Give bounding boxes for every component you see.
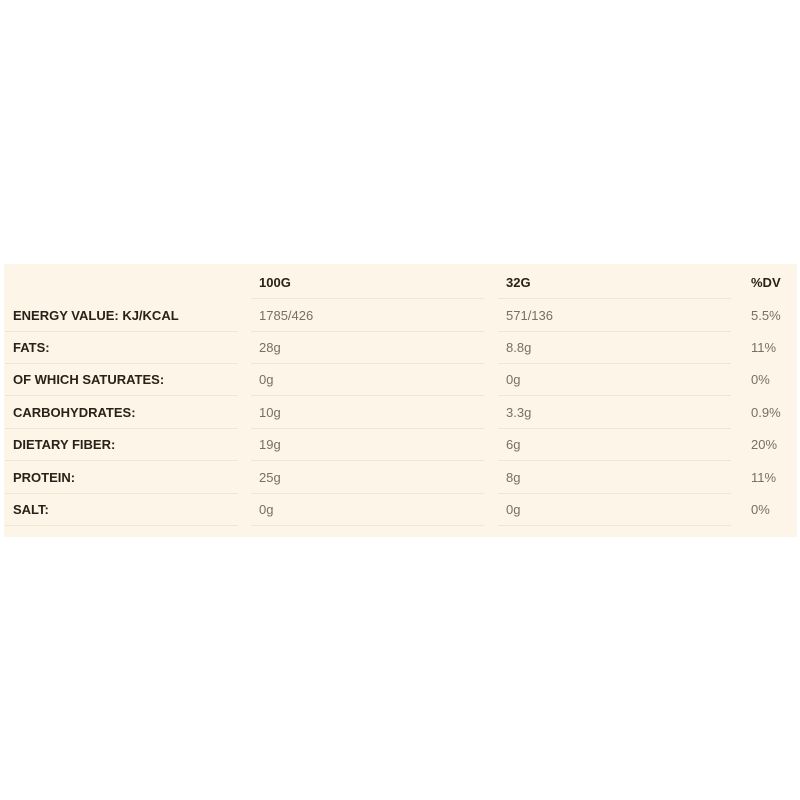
row-32g-saturates: 0g: [498, 364, 731, 396]
row-32g-protein: 8g: [498, 462, 731, 494]
row-100g-energy: 1785/426: [251, 300, 484, 332]
row-100g-carbohydrates: 10g: [251, 397, 484, 429]
row-100g-protein: 25g: [251, 462, 484, 494]
row-label-protein: PROTEIN:: [5, 462, 238, 494]
row-dv-protein: 11%: [751, 470, 777, 485]
row-dv-saturates: 0%: [751, 372, 770, 387]
row-32g-fiber: 6g: [498, 429, 731, 461]
row-dv-fiber: 20%: [751, 437, 778, 452]
row-label-fiber: DIETARY FIBER:: [5, 429, 238, 461]
row-label-fats: FATS:: [5, 332, 238, 364]
row-label-carbohydrates: CARBOHYDRATES:: [5, 397, 238, 429]
row-dv-fats: 11%: [751, 340, 777, 355]
nutrition-table: [4, 264, 797, 537]
row-100g-salt: 0g: [251, 494, 484, 526]
row-32g-carbohydrates: 3.3g: [498, 397, 731, 429]
row-32g-salt: 0g: [498, 494, 731, 526]
row-100g-saturates: 0g: [251, 364, 484, 396]
header-dv: %DV: [751, 275, 781, 290]
row-32g-energy: 571/136: [498, 300, 731, 332]
header-100g: 100G: [251, 267, 484, 299]
row-label-saturates: OF WHICH SATURATES:: [5, 364, 238, 396]
header-label-column: [5, 267, 238, 299]
header-32g: 32G: [498, 267, 731, 299]
row-dv-energy: 5.5%: [751, 308, 781, 323]
row-100g-fats: 28g: [251, 332, 484, 364]
row-dv-salt: 0%: [751, 502, 770, 517]
row-32g-fats: 8.8g: [498, 332, 731, 364]
row-label-energy: ENERGY VALUE: KJ/KCAL: [5, 300, 238, 332]
row-dv-carbohydrates: 0.9%: [751, 405, 781, 420]
row-100g-fiber: 19g: [251, 429, 484, 461]
row-label-salt: SALT:: [5, 494, 238, 526]
